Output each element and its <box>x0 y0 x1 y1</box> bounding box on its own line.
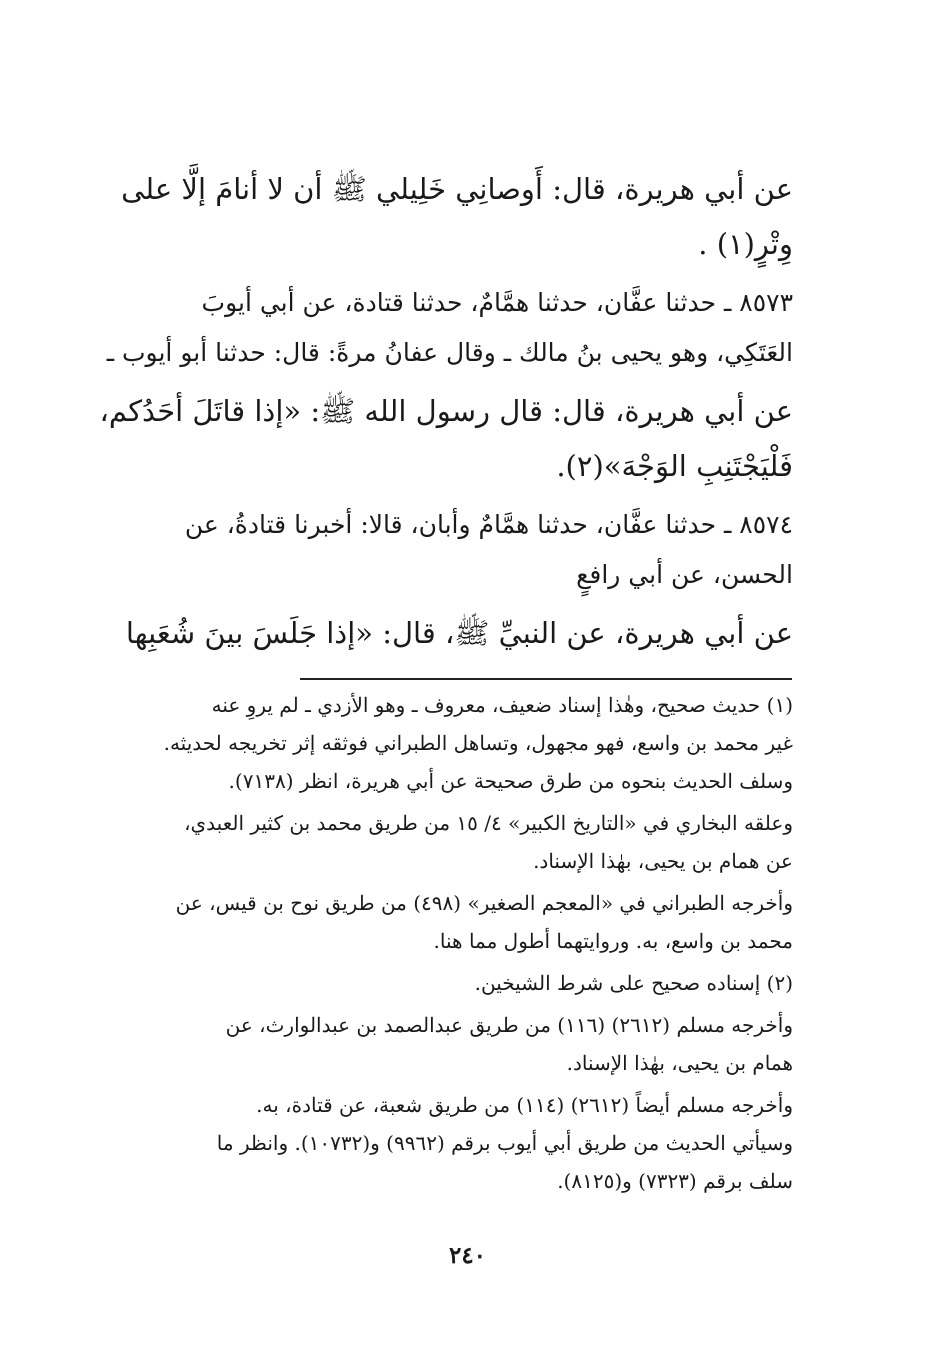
footnote-line: غير محمد بن واسع، فهو مجهول، وتساهل الطبراني فوثقه إثر تخريجه لحديثه. <box>163 731 793 755</box>
hadith-text-line: عن أبي هريرة، قال: أَوصانِي خَلِيلي ﷺ أن لا أنامَ إلَّا على <box>121 172 793 206</box>
page-number: ٢٤٠ <box>448 1242 487 1269</box>
footnote-divider <box>300 678 792 680</box>
hadith-text-line: عن أبي هريرة، عن النبيِّ ﷺ، قال: «إذا جَلَسَ بينَ شُعَبِها <box>125 616 793 650</box>
footnote-line: وأخرجه مسلم أيضاً (٢٦١٢) (١١٤) من طريق شعبة، عن قتادة، به. <box>256 1093 793 1117</box>
footnote-line: عن همام بن يحيى، بهٰذا الإسناد. <box>533 849 793 873</box>
footnotes <box>88 686 793 1200</box>
footnote-line: وسلف الحديث بنحوه من طرق صحيحة عن أبي هريرة، انظر (٧١٣٨). <box>228 769 793 793</box>
footnote-line: وعلقه البخاري في «التاريخ الكبير» ٤/ ١٥ من طريق محمد بن كثير العبدي، <box>184 811 793 835</box>
isnad-line: العَتَكِي، وهو يحيى بنُ مالك ـ وقال عفانُ مرةً: قال: حدثنا أبو أيوب ـ <box>106 338 793 367</box>
footnote-line: سلف برقم (٧٣٢٣) و(٨١٢٥). <box>557 1169 793 1193</box>
footnote-line: همام بن يحيى، بهٰذا الإسناد. <box>566 1051 793 1075</box>
isnad-line: ٨٥٧٣ ـ حدثنا عفَّان، حدثنا همَّامٌ، حدثنا قتادة، عن أبي أيوبَ <box>201 288 793 317</box>
hadith-text-line: عن أبي هريرة، قال: قال رسول الله ﷺ: «إذا قاتَلَ أحَدُكم، <box>99 394 793 428</box>
footnote-line: وسيأتي الحديث من طريق أبي أيوب برقم (٩٩٦٢) و(١٠٧٣٢). وانظر ما <box>216 1131 793 1155</box>
footnote-line: وأخرجه الطبراني في «المعجم الصغير» (٤٩٨) من طريق نوح بن قيس، عن <box>175 891 793 915</box>
hadith-text-line: وِتْرٍ(١) . <box>698 227 793 261</box>
hadith-text-line: فَلْيَجْتَنِبِ الوَجْهَ»(٢). <box>556 449 793 483</box>
footnote-line: محمد بن واسع، به. وروايتهما أطول مما هنا. <box>433 929 793 953</box>
footnote-line: (١) حديث صحيح، وهٰذا إسناد ضعيف، معروف ـ وهو الأزدي ـ لم يروِ عنه <box>211 693 793 717</box>
footnote-line: (٢) إسناده صحيح على شرط الشيخين. <box>474 971 793 995</box>
main-text <box>88 162 793 661</box>
footnote-line: وأخرجه مسلم (٢٦١٢) (١١٦) من طريق عبدالصمد بن عبدالوارث، عن <box>225 1013 793 1037</box>
isnad-line: الحسن، عن أبي رافعٍ <box>576 560 793 589</box>
isnad-line: ٨٥٧٤ ـ حدثنا عفَّان، حدثنا همَّامٌ وأبان، قالا: أخبرنا قتادةُ، عن <box>184 510 793 539</box>
